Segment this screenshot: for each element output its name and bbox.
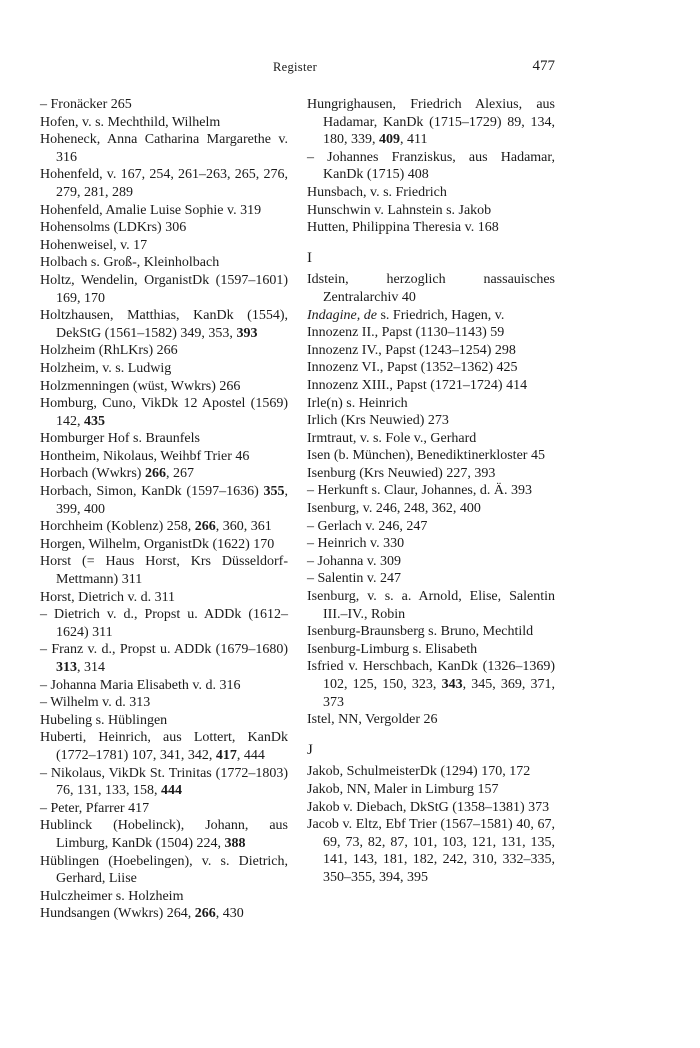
index-entry — [40, 360, 288, 378]
index-column-right — [307, 96, 555, 887]
entry-text: Holbach s. Groß-, Kleinholbach — [40, 255, 220, 271]
entry-text: , 345, 369, 371, 373 — [323, 677, 556, 710]
index-entry — [40, 853, 288, 888]
entry-text: Hubeling s. Hüblingen — [40, 712, 168, 728]
entry-text: – Wilhelm v. d. 313 — [40, 695, 151, 711]
entry-text: Istel, NN, Vergolder 26 — [307, 712, 438, 728]
index-entry — [40, 905, 288, 923]
entry-text: – Nikolaus, VikDk St. Trinitas (1772–1803) 76, 131, 133, 158, — [40, 765, 288, 799]
index-entry — [40, 448, 288, 466]
index-entry — [307, 395, 555, 413]
entry-text: – Gerlach v. 246, 247 — [307, 518, 428, 534]
entry-text: Huberti, Heinrich, aus Lottert, KanDk (1772–1781) 107, 341, 342, — [40, 730, 288, 763]
entry-text: Hüblingen (Hoebelingen), v. s. Dietrich, Gerhard, Liise — [40, 853, 288, 887]
entry-text: , 267 — [165, 466, 194, 482]
entry-text: – Johannes Franziskus, aus Hadamar, KanDk (1715) 408 — [307, 149, 555, 183]
entry-text: Hundsangen (Wwkrs) 264, — [40, 906, 195, 922]
entry-text: Hulczheimer s. Holzheim — [40, 888, 184, 904]
index-entry — [307, 324, 555, 342]
index-entry — [40, 712, 288, 730]
index-entry — [307, 763, 555, 781]
index-entry — [307, 465, 555, 483]
entry-text: Innozenz VI., Papst (1352–1362) 425 — [307, 360, 518, 376]
index-entry — [307, 658, 555, 711]
index-entry — [307, 202, 555, 220]
index-entry — [40, 131, 288, 166]
entry-text: Irlich (Krs Neuwied) 273 — [307, 413, 449, 429]
entry-page-ref-bold: 266 — [194, 906, 216, 922]
entry-page-ref-bold: 355 — [263, 484, 285, 500]
index-entry — [307, 430, 555, 448]
entry-page-ref-bold: 343 — [441, 677, 463, 692]
entry-text: , 399, 400 — [56, 484, 288, 517]
entry-text: Hutten, Philippina Theresia v. 168 — [307, 220, 499, 236]
index-entry — [40, 465, 288, 483]
index-entry — [40, 800, 288, 818]
index-entry — [307, 307, 555, 325]
entry-text: Horst (= Haus Horst, Krs Düsseldorf-Mettmann) 311 — [40, 554, 288, 588]
index-entry — [40, 589, 288, 607]
index-entry — [40, 677, 288, 695]
entry-page-ref-bold: 266 — [144, 466, 166, 482]
index-entry — [307, 482, 555, 500]
index-entry — [307, 711, 555, 729]
entry-text: Jakob, NN, Maler in Limburg 157 — [307, 781, 499, 797]
index-entry — [307, 149, 555, 184]
entry-page-ref-bold: 417 — [215, 747, 237, 763]
index-entry — [40, 553, 288, 588]
index-entry — [40, 202, 288, 220]
entry-text: Hontheim, Nikolaus, Weihbf Trier 46 — [40, 448, 250, 464]
index-entry — [40, 483, 288, 518]
index-entry — [307, 184, 555, 202]
entry-text: Innozenz II., Papst (1130–1143) 59 — [307, 325, 505, 341]
index-entry — [307, 641, 555, 659]
index-entry — [307, 96, 555, 149]
index-entry — [40, 237, 288, 255]
entry-text: Hohenfeld, Amalie Luise Sophie v. 319 — [40, 202, 262, 218]
section-letter: J — [307, 741, 313, 758]
entry-text: Hunschwin v. Lahnstein s. Jakob — [307, 202, 492, 218]
index-entry — [307, 219, 555, 237]
entry-page-ref-bold: 266 — [194, 519, 216, 535]
index-entry — [307, 570, 555, 588]
entry-text: – Fronäcker 265 — [40, 97, 132, 112]
index-entry — [307, 518, 555, 536]
entry-text: , 411 — [400, 132, 428, 148]
index-entry — [40, 606, 288, 641]
index-entry — [307, 377, 555, 395]
entry-text: Isenburg (Krs Neuwied) 227, 393 — [307, 465, 496, 481]
entry-text: Jakob, SchulmeisterDk (1294) 170, 172 — [307, 764, 531, 780]
entry-text: Jakob v. Diebach, DkStG (1358–1381) 373 — [307, 799, 550, 815]
entry-text: Irmtraut, v. s. Fole v., Gerhard — [307, 430, 477, 446]
index-entry — [307, 623, 555, 641]
index-column-left — [40, 96, 288, 923]
entry-text: Isenburg, v. 246, 248, 362, 400 — [307, 501, 481, 517]
index-entry — [40, 166, 288, 201]
entry-text: – Heinrich v. 330 — [307, 536, 405, 552]
entry-text: – Johanna v. 309 — [307, 553, 401, 569]
index-entry — [40, 641, 288, 676]
index-entry — [307, 342, 555, 360]
index-entry — [40, 272, 288, 307]
index-entry — [307, 412, 555, 430]
index-entry — [307, 535, 555, 553]
entry-text: – Peter, Pfarrer 417 — [40, 800, 150, 816]
entry-text: Isenburg-Braunsberg s. Bruno, Mechtild — [307, 624, 534, 640]
index-entry — [40, 96, 288, 114]
entry-text: Horst, Dietrich v. d. 311 — [40, 589, 176, 605]
index-entry — [307, 588, 555, 623]
entry-text: Isen (b. München), Benediktinerkloster 45 — [307, 448, 545, 464]
entry-text: Holtz, Wendelin, OrganistDk (1597–1601) 169, 170 — [40, 272, 288, 306]
page-number: 477 — [532, 58, 555, 74]
index-entry — [40, 694, 288, 712]
entry-page-ref-bold: 313 — [56, 660, 77, 675]
entry-text: – Salentin v. 247 — [307, 571, 401, 587]
entry-text: Hoheneck, Anna Catharina Margarethe v. 316 — [40, 132, 288, 165]
index-entry — [40, 817, 288, 852]
entry-text: Idstein, herzoglich nassauisches Zentralarchiv 40 — [307, 272, 555, 305]
index-entry — [40, 765, 288, 800]
entry-text: s. Friedrich, Hagen, v. — [376, 307, 505, 323]
entry-text: – Franz v. d., Propst u. ADDk (1679–1680) — [40, 642, 288, 658]
entry-text: Jacob v. Eltz, Ebf Trier (1567–1581) 40, 67, 69, 73, 82, 87, 101, 103, 121, 131, 135, 141, 143, 181, 182, 242, 310, 332–335, 350–355, 394, 395 — [307, 817, 555, 885]
entry-text: Innozenz XIII., Papst (1721–1724) 414 — [307, 377, 528, 393]
entry-text: Isenburg, v. s. a. Arnold, Elise, Salentin III.–IV., Robin — [307, 589, 555, 622]
index-entry — [307, 816, 555, 886]
entry-text: Holzheim (RhLKrs) 266 — [40, 343, 178, 359]
index-entry — [40, 114, 288, 132]
entry-text: Holzmenningen (wüst, Wwkrs) 266 — [40, 378, 241, 394]
entry-page-ref-bold: 444 — [161, 783, 182, 799]
entry-text-italic: Indagine, de — [307, 307, 377, 323]
index-entry — [40, 536, 288, 554]
entry-text: Homburger Hof s. Braunfels — [40, 431, 200, 447]
entry-text: Hublinck (Hobelinck), Johann, aus Limburg, KanDk (1504) 224, — [40, 818, 288, 851]
entry-text: Holtzhausen, Matthias, KanDk (1554), DekStG (1561–1582) 349, 353, — [40, 308, 288, 341]
entry-text: Hunsbach, v. s. Friedrich — [307, 184, 447, 200]
entry-text: Horbach (Wwkrs) — [40, 466, 145, 482]
index-entry — [40, 342, 288, 360]
entry-text: Hohensolms (LDKrs) 306 — [40, 220, 187, 236]
index-entry — [40, 307, 288, 342]
index-entry — [40, 395, 288, 430]
entry-text: Innozenz IV., Papst (1243–1254) 298 — [307, 342, 516, 358]
entry-text: Horbach, Simon, KanDk (1597–1636) — [40, 484, 264, 500]
index-entry — [307, 799, 555, 817]
index-entry — [307, 359, 555, 377]
index-entry — [40, 219, 288, 237]
entry-text: Holzheim, v. s. Ludwig — [40, 360, 172, 376]
index-entry — [40, 430, 288, 448]
entry-text: Hohenfeld, v. 167, 254, 261–263, 265, 276, 279, 281, 289 — [40, 167, 288, 200]
entry-text: Isfried v. Herschbach, KanDk (1326–1369) 102, 125, 150, 323, — [307, 659, 555, 692]
entry-text: , 430 — [215, 906, 244, 922]
entry-text: – Herkunft s. Claur, Johannes, d. Ä. 393 — [307, 483, 532, 499]
index-entry — [40, 518, 288, 536]
section-letter: I — [307, 249, 312, 266]
entry-text: Isenburg-Limburg s. Elisabeth — [307, 641, 478, 657]
index-entry — [307, 553, 555, 571]
index-entry — [40, 729, 288, 764]
entry-text: Hungrighausen, Friedrich Alexius, aus Hadamar, KanDk (1715–1729) 89, 134, 180, 339, — [307, 97, 555, 148]
index-entry — [40, 254, 288, 272]
index-entry — [307, 500, 555, 518]
entry-text: Homburg, Cuno, VikDk 12 Apostel (1569) 142, — [40, 396, 288, 429]
index-entry — [307, 781, 555, 799]
entry-text: Horchheim (Koblenz) 258, — [40, 519, 195, 535]
entry-page-ref-bold: 409 — [379, 132, 400, 148]
index-entry — [40, 378, 288, 396]
entry-text: Hofen, v. s. Mechthild, Wilhelm — [40, 114, 221, 130]
entry-text: – Dietrich v. d., Propst u. ADDk (1612–1624) 311 — [40, 607, 288, 640]
running-header: Register — [272, 60, 318, 74]
index-entry — [40, 888, 288, 906]
entry-text: – Johanna Maria Elisabeth v. d. 316 — [40, 677, 241, 693]
entry-text: Irle(n) s. Heinrich — [307, 395, 408, 411]
entry-page-ref-bold: 388 — [224, 835, 246, 851]
index-entry — [307, 447, 555, 465]
entry-text: , 360, 361 — [215, 519, 272, 535]
entry-page-ref-bold: 393 — [236, 325, 258, 341]
entry-text: Hohenweisel, v. 17 — [40, 237, 148, 253]
entry-page-ref-bold: 435 — [84, 413, 105, 429]
entry-text: , 444 — [236, 747, 265, 763]
index-entry — [307, 271, 555, 306]
entry-text: Horgen, Wilhelm, OrganistDk (1622) 170 — [40, 536, 275, 552]
entry-text: , 314 — [77, 660, 105, 675]
